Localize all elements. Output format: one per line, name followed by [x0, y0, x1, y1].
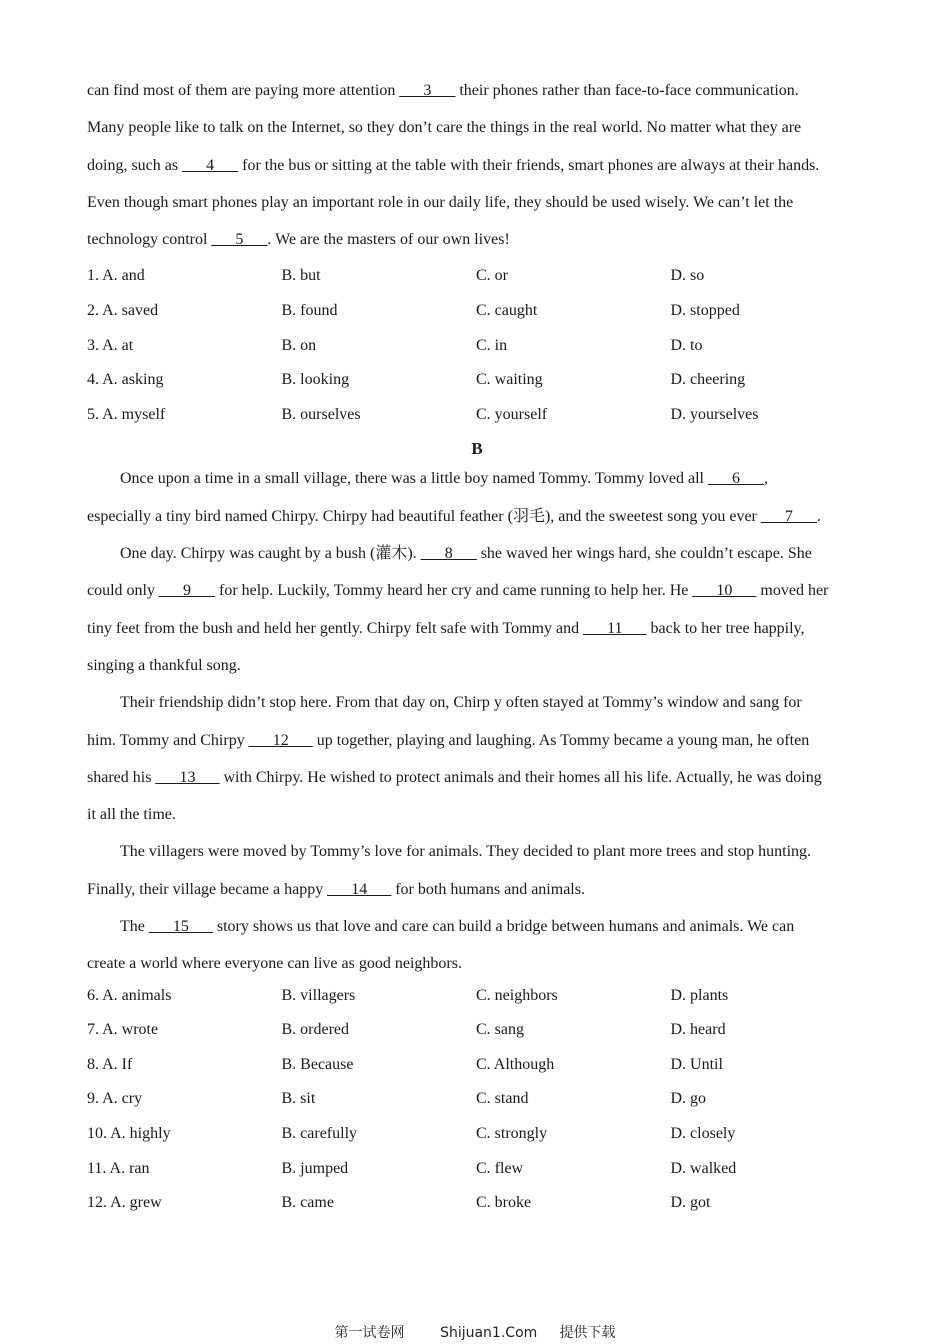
passage-text: Many people like to talk on the Internet, so they don’t care the things in the real world. No matter what they are	[87, 119, 802, 137]
answer-blank: ___12___	[248, 731, 313, 749]
passage-line	[87, 871, 867, 908]
option-choice: B. found	[281, 302, 338, 320]
option-row	[87, 398, 867, 433]
answer-blank: ___15___	[148, 918, 213, 936]
passage-text: . We are the masters of our own lives!	[267, 231, 510, 249]
option-row	[87, 1117, 867, 1152]
option-choice: B. sit	[281, 1090, 316, 1108]
option-choice: D. to	[670, 336, 703, 354]
passage-text: Finally, their village became a happy	[87, 880, 328, 898]
passage-text: for help. Luckily, Tommy heard her cry and came running to help her. He	[215, 582, 693, 600]
answer-blank: ___11___	[583, 619, 647, 637]
option-row	[87, 259, 867, 294]
passage-text: can find most of them are paying more attention	[87, 82, 400, 99]
option-choice: C. neighbors	[476, 986, 558, 1004]
option-choice: 1. A. and	[87, 267, 145, 285]
passage-text: ,	[764, 470, 768, 488]
option-choice: C. or	[476, 267, 508, 285]
option-choice: B. carefully	[281, 1124, 358, 1142]
passage-line	[87, 184, 867, 221]
answer-blank: ___8___	[420, 545, 477, 563]
passage-text: it all the time.	[87, 806, 176, 824]
option-row	[87, 294, 867, 329]
answer-blank: ___13___	[155, 768, 220, 786]
option-choice: B. ourselves	[281, 405, 361, 423]
option-row	[87, 1186, 867, 1221]
passage-line	[87, 759, 867, 796]
part-a-passage	[87, 72, 867, 258]
passage-text: tiny feet from the bush and held her gently. Chirpy felt safe with Tommy and	[87, 619, 584, 637]
passage-text: singing a thankful song.	[87, 656, 241, 674]
passage-text: for the bus or sitting at the table with their friends, smart phones are always at their hands.	[238, 156, 820, 174]
option-choice: D. plants	[670, 986, 729, 1004]
option-choice: 9. A. cry	[87, 1090, 143, 1108]
option-row	[87, 363, 867, 398]
option-choice: B. but	[281, 267, 321, 285]
option-row	[87, 1152, 867, 1187]
option-choice: D. walked	[670, 1159, 737, 1177]
passage-text: could only	[87, 582, 159, 600]
answer-blank: ___14___	[327, 880, 392, 898]
option-choice: 3. A. at	[87, 336, 134, 354]
passage-line	[87, 221, 867, 258]
passage-line	[87, 498, 867, 535]
passage-line	[87, 460, 867, 497]
passage-text: The villagers were moved by Tommy’s love for animals. They decided to plant more trees and stop hunting.	[120, 843, 812, 861]
option-choice: D. stopped	[670, 302, 740, 320]
option-choice: B. came	[281, 1194, 334, 1212]
passage-line	[87, 684, 867, 721]
part-b-options	[87, 979, 867, 1221]
passage-line	[87, 610, 867, 647]
passage-text: shared his	[87, 768, 156, 786]
passage-text: One day. Chirpy was caught by a bush (灌木).	[120, 545, 421, 563]
option-row	[87, 979, 867, 1014]
option-row	[87, 329, 867, 364]
passage-text: The	[120, 918, 149, 936]
passage-text: moved her	[756, 582, 829, 600]
option-row	[87, 1048, 867, 1083]
option-choice: D. heard	[670, 1021, 726, 1039]
option-choice: D. closely	[670, 1124, 736, 1142]
passage-text: up together, playing and laughing. As Tommy became a young man, he often	[312, 731, 810, 749]
passage-text: their phones rather than face-to-face communication.	[455, 82, 799, 99]
passage-line	[87, 147, 867, 184]
option-choice: 11. A. ran	[87, 1159, 150, 1177]
passage-line	[87, 796, 867, 833]
option-choice: 2. A. saved	[87, 302, 159, 320]
passage-line	[87, 833, 867, 870]
option-choice: 5. A. myself	[87, 405, 166, 423]
option-choice: B. jumped	[281, 1159, 349, 1177]
passage-text: Once upon a time in a small village, there was a little boy named Tommy. Tommy loved all	[120, 470, 708, 488]
answer-blank: ___9___	[159, 582, 215, 600]
page-footer: 第一试卷网 Shijuan1.Com 提供下载	[334, 1325, 616, 1341]
option-choice: D. so	[670, 267, 705, 285]
exam-page	[87, 0, 867, 1221]
passage-text: she waved her wings hard, she couldn’t escape. She	[476, 545, 812, 563]
passage-line	[87, 945, 867, 982]
passage-text: Their friendship didn’t stop here. From that day on, Chirp y often stayed at Tommy’s window and sang for	[120, 694, 802, 712]
option-choice: D. yourselves	[670, 405, 759, 423]
option-choice: C. flew	[476, 1159, 524, 1177]
option-choice: C. stand	[476, 1090, 529, 1108]
passage-text: him. Tommy and Chirpy	[87, 731, 249, 749]
option-choice: D. Until	[670, 1055, 723, 1073]
passage-text: create a world where everyone can live as good neighbors.	[87, 955, 462, 973]
passage-line	[87, 72, 867, 109]
passage-line	[87, 908, 867, 945]
option-choice: 7. A. wrote	[87, 1021, 159, 1039]
passage-line	[87, 572, 867, 609]
passage-line	[87, 109, 867, 146]
answer-blank: ___5___	[211, 231, 268, 249]
passage-text: for both humans and animals.	[391, 880, 585, 898]
option-choice: D. cheering	[670, 371, 746, 389]
option-choice: B. looking	[281, 371, 350, 389]
passage-line	[87, 535, 867, 572]
option-choice: C. Although	[476, 1055, 555, 1073]
option-choice: D. got	[670, 1194, 711, 1212]
option-choice: B. villagers	[281, 986, 356, 1004]
passage-text: story shows us that love and care can build a bridge between humans and animals. We can	[212, 918, 795, 936]
answer-blank: ___6___	[708, 470, 764, 488]
passage-text: technology control	[87, 231, 212, 249]
option-choice: C. caught	[476, 302, 538, 320]
passage-text: back to her tree happily,	[646, 619, 805, 637]
answer-blank: ___7___	[760, 507, 817, 525]
answer-blank: ___10___	[692, 582, 757, 600]
option-choice: 10. A. highly	[87, 1124, 171, 1142]
answer-blank: ___4___	[182, 156, 239, 174]
passage-text: Even though smart phones play an important role in our daily life, they should be used wisely. We can’t let the	[87, 193, 794, 211]
option-choice: 12. A. grew	[87, 1194, 162, 1212]
option-row	[87, 1013, 867, 1048]
option-choice: C. waiting	[476, 371, 543, 389]
passage-text: .	[816, 507, 821, 525]
passage-line	[87, 722, 867, 759]
passage-text: doing, such as	[87, 156, 183, 174]
option-row	[87, 1082, 867, 1117]
option-choice: C. strongly	[476, 1124, 548, 1142]
option-choice: 4. A. asking	[87, 371, 164, 389]
option-choice: 8. A. If	[87, 1055, 133, 1073]
part-a-options	[87, 259, 867, 432]
option-choice: 6. A. animals	[87, 986, 172, 1004]
option-choice: C. broke	[476, 1194, 532, 1212]
option-choice: C. sang	[476, 1021, 524, 1039]
option-choice: D. go	[670, 1090, 707, 1108]
option-choice: B. Because	[281, 1055, 354, 1073]
answer-blank: ___3___	[399, 82, 456, 99]
passage-line	[87, 647, 867, 684]
option-choice: C. yourself	[476, 405, 548, 423]
option-choice: C. in	[476, 336, 508, 354]
passage-text: with Chirpy. He wished to protect animals and their homes all his life. Actually, he was doing	[219, 768, 822, 786]
option-choice: B. ordered	[281, 1021, 350, 1039]
passage-text: especially a tiny bird named Chirpy. Chirpy had beautiful feather (羽毛), and the sweetest song you ever	[87, 507, 761, 525]
option-choice: B. on	[281, 336, 317, 354]
part-b-passage	[87, 460, 867, 982]
section-title-b: B	[471, 439, 483, 459]
